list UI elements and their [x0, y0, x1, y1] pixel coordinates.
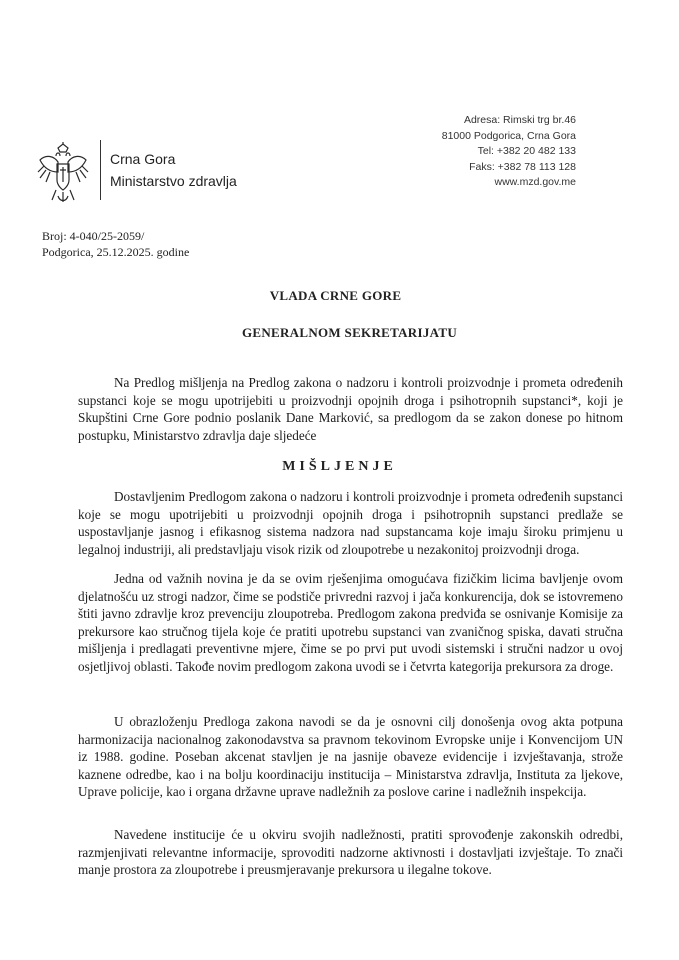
addressee-line-1: VLADA CRNE GORE: [269, 288, 402, 303]
body-paragraph-2: Jedna od važnih novina je da se ovim rješenjima omogućava fizičkim licima bavljenje ovom djelatnošću uz strogi nadzor, čime se podstiče privredni razvoj i jača konkurencija, dok se istovremeno štiti javno zdravlje kroz prevenciju zloupotreba. Predlogom zakona predviđa se osnivanje Komisije za prekursore kao stručnog tijela koje će pratiti upotrebu supstanci van zvaničnog spiska, davati stručna mišljenja i predlagati preventivne mjere, čime se po prvi put uvodi sistemski i stručni nadzor u ovoj osjetljivoj oblasti. Takođe novim predlogom zakona uvodi se i četvrta kategorija prekursora za droge.: [78, 571, 623, 674]
fax-line: Faks: +382 78 113 128: [469, 160, 576, 173]
letterhead-ministry: [110, 148, 237, 192]
intro-paragraph: Na Predlog mišljenja na Predlog zakona o nadzoru i kontroli proizvodnje i prometa određenih supstanci koje se mogu upotrijebiti u proizvodnji opojnih droga i psihotropnih supstanci*, koji je Skupštini Crne Gore podnio poslanik Dane Marković, sa predlogom da se zakon donese po hitnom postupku, Ministarstvo zdravlja daje sljedeće: [78, 375, 623, 443]
coat-of-arms-icon: [34, 142, 92, 206]
address-line: Adresa: Rimski trg br.46: [463, 114, 576, 126]
reference-block: [42, 228, 189, 260]
website-link[interactable]: www.mzd.gov.me: [494, 176, 576, 188]
reference-number: Broj: 4-040/25-2059/: [42, 229, 145, 243]
body-paragraph-4: Navedene institucije će u okviru svojih nadležnosti, pratiti sprovođenje zakonskih odredbi, razmjenjivati relevantne informacije, sprovoditi nadzorne aktivnosti i dostavljati izvještaje. To znači manje prostora za zloupotrebe i preusmjeravanje prekursora u ilegalne tokove.: [78, 827, 623, 877]
letterhead-contact: [442, 113, 576, 191]
country-name: Crna Gora: [110, 151, 176, 167]
city-line: 81000 Podgorica, Crna Gora: [441, 129, 576, 142]
place-date: Podgorica, 25.12.2025. godine: [42, 245, 190, 259]
body-paragraph-3: U obrazloženju Predloga zakona navodi se da je osnovni cilj donošenja ovog akta potpuna harmonizacija nacionalnog zakonodavstva sa pravnom tekovinom Evropske unije i Konvencijom UN iz 1988. godine. Poseban akcenat stavljen je na jasnije obaveze evidencije i izvještavanja, strože kaznene odredbe, kao i na bolju koordinaciju institucija – Ministarstva zdravlja, Instituta za ljekove, Uprave policije, kao i organa državne uprave nadležnih za poslove carine i nadležnih inspekcija.: [78, 714, 623, 799]
phone-line: Tel: +382 20 482 133: [477, 145, 576, 157]
addressee-line-2: GENERALNOM SEKRETARIJATU: [241, 325, 458, 340]
document-title: MIŠLJENJE: [282, 459, 397, 474]
letterhead-divider: [100, 140, 101, 200]
ministry-name: Ministarstvo zdravlja: [110, 173, 237, 189]
body-paragraph-1: Dostavljenim Predlogom zakona o nadzoru i kontroli proizvodnje i prometa određenih supstanci koje se mogu upotrijebiti u proizvodnji opojnih droga i psihotropnih supstanci predlaže se uspostavljanje jasnog i efikasnog sistema nadzora nad supstancama koje imaju široku primjenu u legalnoj industriji, ali predstavljaju visok rizik od zloupotrebe u nezakonitoj proizvodnji droga.: [78, 489, 623, 557]
